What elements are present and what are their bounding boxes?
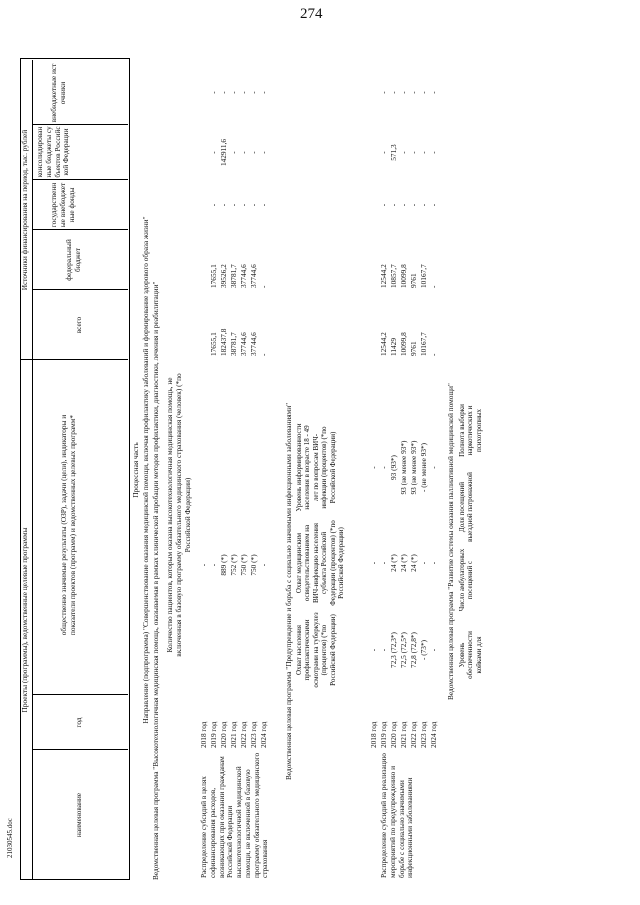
year-cell: 2021 год: [399, 721, 408, 748]
total-cell: 11429: [389, 338, 398, 356]
other-cell: -: [429, 91, 438, 94]
indicator-c-cell: - (не менее 93*): [419, 442, 428, 493]
indicator-b-cell: 24 (*): [389, 554, 398, 572]
total-cell: 37744,6: [239, 332, 248, 356]
indicator-b-cell: -: [369, 561, 378, 565]
indicator-c-cell: 93 (93*): [389, 455, 398, 480]
year-cell: 2019 год: [379, 721, 388, 748]
other-cell: -: [259, 91, 268, 94]
col-year-header: год: [74, 717, 83, 728]
indicator-b-cell: -: [419, 561, 428, 565]
offbudget-cell: -: [399, 203, 408, 207]
indicator-b-cell: -: [379, 561, 388, 565]
federal-cell: 37744,6: [249, 264, 258, 288]
indicator-cell: 750 (*): [239, 554, 248, 576]
program3-indicator-b: Число амбулаторных посещений с: [458, 548, 475, 612]
indicator-c-cell: -: [369, 466, 378, 469]
program1-indicator: Количество пациентов, которым оказана высокотехнологичная медицинская помощь, не включенная в базовую программу обязательного медицинского страхования (человек) (*по Российской Федерации): [165, 373, 192, 657]
indicator-a-cell: -: [379, 648, 388, 652]
indicator-a-cell: -: [369, 648, 378, 652]
sources-group-header: Источники финансирования на период, тыс. рублей: [20, 129, 29, 291]
year-cell: 2022 год: [239, 721, 248, 748]
federal-cell: 9761: [409, 273, 418, 288]
other-cell: -: [379, 91, 388, 94]
year-cell: 2023 год: [419, 721, 428, 748]
program2-name: Распределение субсидий на реализацию мероприятий по предупреждению и борьбе с социально значимыми инфекционными заболеваниями: [379, 752, 415, 878]
total-cell: 9761: [409, 341, 418, 356]
indicator-c-cell: 93 (не менее 93*): [409, 440, 418, 495]
total-cell: -: [429, 353, 438, 356]
regional-cell: -: [399, 151, 408, 154]
indicator-a-cell: -: [429, 648, 438, 652]
program2-indicator-b: Охват медицинским освидетельствованием на ВИЧ-инфекцию населения субъекта Российской Федерации (процентов) (*по Российской Федерации): [295, 520, 345, 606]
other-cell: -: [409, 91, 418, 94]
regional-cell: -: [419, 151, 428, 154]
federal-cell: 38781,7: [229, 264, 238, 288]
offbudget-cell: -: [249, 203, 258, 207]
program3-indicator-d: Полнота выборки наркотических и психотропных: [458, 404, 483, 457]
col-name-header: наименование: [74, 792, 83, 838]
regional-cell: -: [409, 151, 418, 154]
total-cell: 37744,6: [249, 332, 258, 356]
total-cell: -: [259, 353, 268, 356]
federal-cell: 37744,6: [239, 264, 248, 288]
col-offbudget-header: государственные внебюджетные фонды: [49, 182, 76, 228]
indicator-cell: 889 (*): [219, 554, 228, 576]
federal-cell: 39526,2: [219, 264, 228, 288]
offbudget-cell: -: [409, 203, 418, 207]
federal-cell: 10167,7: [419, 264, 428, 288]
program2-indicator-a: Охват населения профилактическими осмотрами на туберкулез (процентов) (*по Российской Федерации): [295, 612, 337, 688]
regional-cell: 571,3: [389, 144, 398, 161]
col-other-header: внебюджетные источники: [49, 63, 67, 123]
other-cell: -: [229, 91, 238, 94]
federal-cell: 10857,7: [389, 264, 398, 288]
other-cell: -: [249, 91, 258, 94]
indicator-a-cell: 72,8 (72,8*): [409, 632, 418, 668]
indicator-b-cell: -: [429, 561, 438, 565]
indicator-cell: -: [199, 563, 208, 567]
federal-cell: 10099,8: [399, 264, 408, 288]
rotated-table: [20, 25, 620, 880]
col-federal-header: федеральный бюджет: [64, 239, 82, 281]
offbudget-cell: -: [259, 203, 268, 207]
offbudget-cell: -: [429, 203, 438, 207]
program1-title: Ведомственная целевая программа "Высокотехнологичная медицинская помощь, оказываемая в рамках клинической апробации методов профилактики, диагностики, лечения и реабилитации": [151, 281, 160, 880]
year-cell: 2024 год: [429, 721, 438, 748]
total-cell: 38781,7: [229, 332, 238, 356]
year-cell: 2023 год: [249, 721, 258, 748]
indicator-cell: -: [209, 563, 218, 567]
indicator-c-cell: -: [379, 466, 388, 469]
offbudget-cell: -: [419, 203, 428, 207]
federal-cell: 17655,1: [209, 264, 218, 288]
page-number: 274: [300, 6, 323, 22]
total-cell: 182437,8: [219, 328, 228, 356]
other-cell: -: [219, 91, 228, 94]
regional-cell: -: [379, 151, 388, 154]
program2-indicator-c: Уровень информированности населения в возрасте 18 - 49 лет по вопросам ВИЧ-инфекции (процентов) (*по Российской Федерации): [295, 423, 337, 512]
program3-indicator-a: Уровень обеспеченности койками для: [458, 631, 483, 679]
total-cell: 10167,7: [419, 332, 428, 356]
regional-cell: -: [429, 151, 438, 154]
regional-cell: -: [229, 151, 238, 154]
indicator-a-cell: 72,5 (72,5*): [399, 632, 408, 668]
regional-cell: -: [239, 151, 248, 154]
year-cell: 2018 год: [369, 721, 378, 748]
regional-cell: -: [209, 151, 218, 154]
program1-name: Распределение субсидий в целях софинансирования расходов, возникающих при оказании гражданам Российской Федерации высокотехнологичной медицинской помощи, не включенной в базовую программу обязательного медицинского страхования: [199, 752, 270, 878]
indicator-b-cell: 24 (*): [409, 554, 418, 572]
year-cell: 2021 год: [229, 721, 238, 748]
section-process: Процессная часть: [131, 442, 140, 498]
program3-indicator-c: Доля посещений выездной патронажной: [458, 472, 475, 542]
indicator-a-cell: - (73*): [419, 639, 428, 661]
year-cell: 2020 год: [389, 721, 398, 748]
federal-cell: -: [259, 285, 268, 288]
year-cell: 2020 год: [219, 721, 228, 748]
year-cell: 2024 год: [259, 721, 268, 748]
year-cell: 2019 год: [209, 721, 218, 748]
year-cell: 2018 год: [199, 721, 208, 748]
offbudget-cell: -: [379, 203, 388, 207]
indicator-c-cell: 93 (не менее 93*): [399, 440, 408, 495]
other-cell: -: [419, 91, 428, 94]
total-cell: 10099,8: [399, 332, 408, 356]
other-cell: -: [209, 91, 218, 94]
col-indicators-header: общественно значимые результаты (ОЗР), задачи (цели), индикаторы и показатели проектов (программ) и ведомственных целевых программ*: [59, 414, 77, 636]
indicator-b-cell: 24 (*): [399, 554, 408, 572]
federal-cell: -: [429, 285, 438, 288]
program3-title: Ведомственная целевая программа "Развитие системы оказания паллиативной медицинской помощи": [446, 383, 455, 700]
projects-group-header: Проекты (программы), ведомственные целевые программы: [20, 527, 29, 713]
offbudget-cell: -: [389, 203, 398, 207]
offbudget-cell: -: [209, 203, 218, 207]
other-cell: -: [399, 91, 408, 94]
direction-title: Направление (подпрограмма) "Совершенствование оказания медицинской помощи, включая профилактику заболеваний и формирование здорового образа жизни": [141, 216, 150, 724]
offbudget-cell: -: [239, 203, 248, 207]
year-cell: 2022 год: [409, 721, 418, 748]
other-cell: -: [239, 91, 248, 94]
footer-code: 21030545.doc: [6, 818, 14, 858]
indicator-cell: 752 (*): [229, 554, 238, 576]
total-cell: 17655,1: [209, 332, 218, 356]
federal-cell: 12544,2: [379, 264, 388, 288]
program2-title: Ведомственная целевая программа "Предупреждение и борьба с социально значимыми инфекционными заболеваниями": [284, 402, 293, 780]
indicator-cell: 750 (*): [249, 554, 258, 576]
other-cell: -: [389, 91, 398, 94]
indicator-cell: -: [259, 563, 268, 567]
col-regional-header: консолидированные бюджеты субъектов Российской Федерации: [35, 126, 71, 178]
regional-cell: -: [259, 151, 268, 154]
total-cell: 12544,2: [379, 332, 388, 356]
regional-cell: 142911,6: [219, 138, 228, 167]
offbudget-cell: -: [219, 203, 228, 207]
offbudget-cell: -: [229, 203, 238, 207]
col-total-header: всего: [74, 316, 83, 334]
regional-cell: -: [249, 151, 258, 154]
indicator-a-cell: 72,3 (72,3*): [389, 632, 398, 668]
indicator-c-cell: -: [429, 466, 438, 469]
